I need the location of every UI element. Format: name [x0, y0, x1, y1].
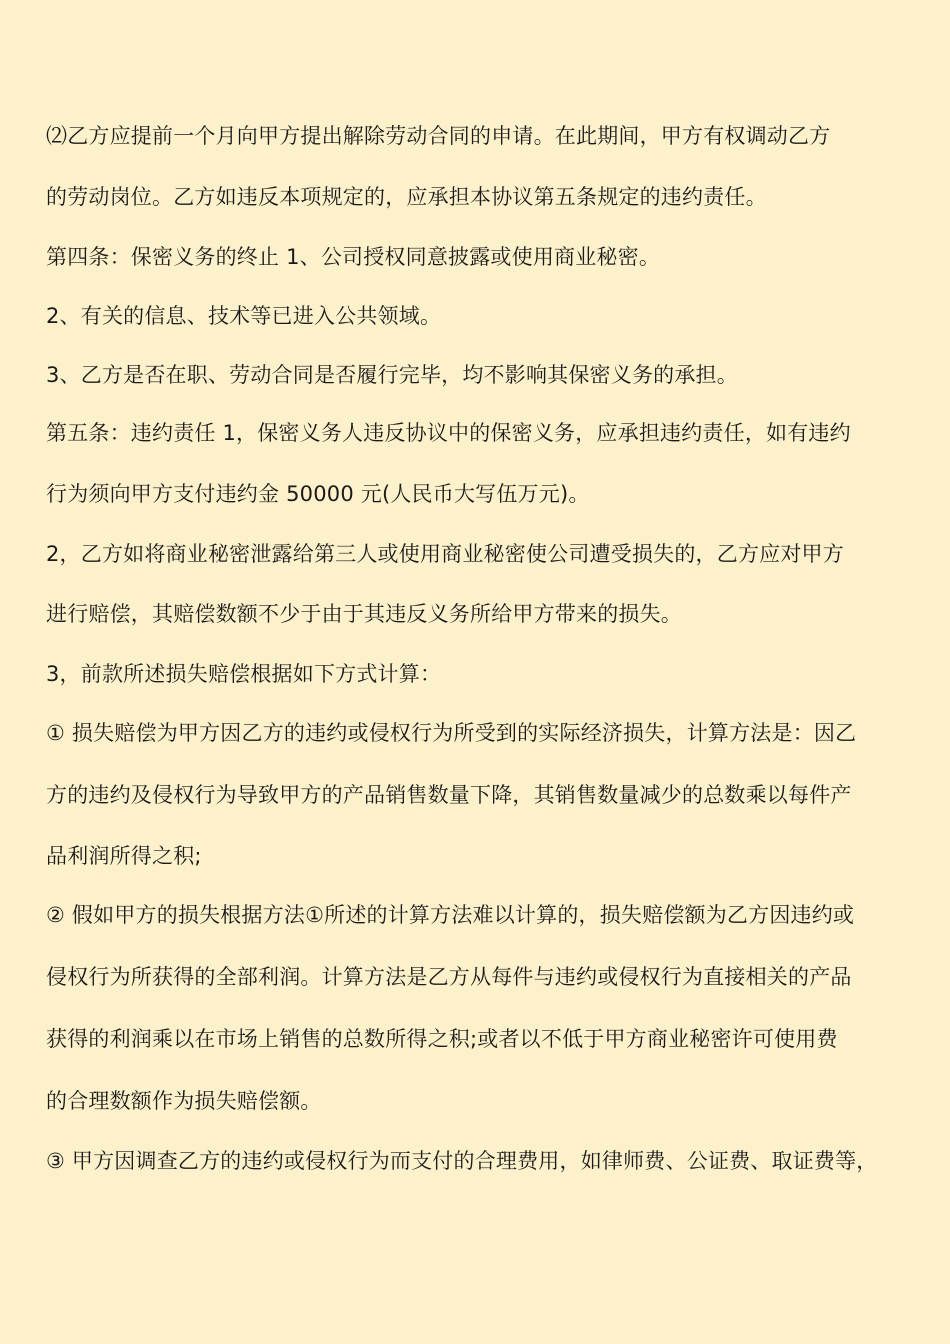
text-line: 第四条：保密义务的终止 1、公司授权同意披露或使用商业秘密。 [46, 245, 661, 269]
text-line: 3、乙方是否在职、劳动合同是否履行完毕，均不影响其保密义务的承担。 [46, 363, 738, 387]
text-line: 获得的利润乘以在市场上销售的总数所得之积;或者以不低于甲方商业秘密许可使用费 [46, 1027, 838, 1051]
text-line: ⑵乙方应提前一个月向甲方提出解除劳动合同的申请。在此期间，甲方有权调动乙方 [46, 124, 831, 148]
text-line: 第五条：违约责任 1，保密义务人违反协议中的保密义务，应承担违约责任，如有违约 [46, 421, 851, 445]
text-line: 的劳动岗位。乙方如违反本项规定的，应承担本协议第五条规定的违约责任。 [46, 185, 767, 209]
text-line: 2，乙方如将商业秘密泄露给第三人或使用商业秘密使公司遭受损失的，乙方应对甲方 [46, 542, 844, 566]
text-line: 进行赔偿，其赔偿数额不少于由于其违反义务所给甲方带来的损失。 [46, 602, 682, 626]
text-line: 行为须向甲方支付违约金 50000 元(人民币大写伍万元)。 [46, 482, 590, 506]
text-line: 2、有关的信息、技术等已进入公共领域。 [46, 304, 442, 328]
text-line: 的合理数额作为损失赔偿额。 [46, 1089, 322, 1113]
text-line: 侵权行为所获得的全部利润。计算方法是乙方从每件与违约或侵权行为直接相关的产品 [46, 965, 852, 989]
text-line: ① 损失赔偿为甲方因乙方的违约或侵权行为所受到的实际经济损失，计算方法是：因乙 [46, 721, 857, 745]
text-line: ③ 甲方因调查乙方的违约或侵权行为而支付的合理费用，如律师费、公证费、取证费等， [46, 1149, 878, 1173]
text-line: 3，前款所述损失赔偿根据如下方式计算： [46, 662, 442, 686]
text-line: 方的违约及侵权行为导致甲方的产品销售数量下降，其销售数量减少的总数乘以每件产 [46, 783, 852, 807]
text-line: 品利润所得之积; [46, 844, 202, 868]
text-line: ② 假如甲方的损失根据方法①所述的计算方法难以计算的，损失赔偿额为乙方因违约或 [46, 903, 855, 927]
